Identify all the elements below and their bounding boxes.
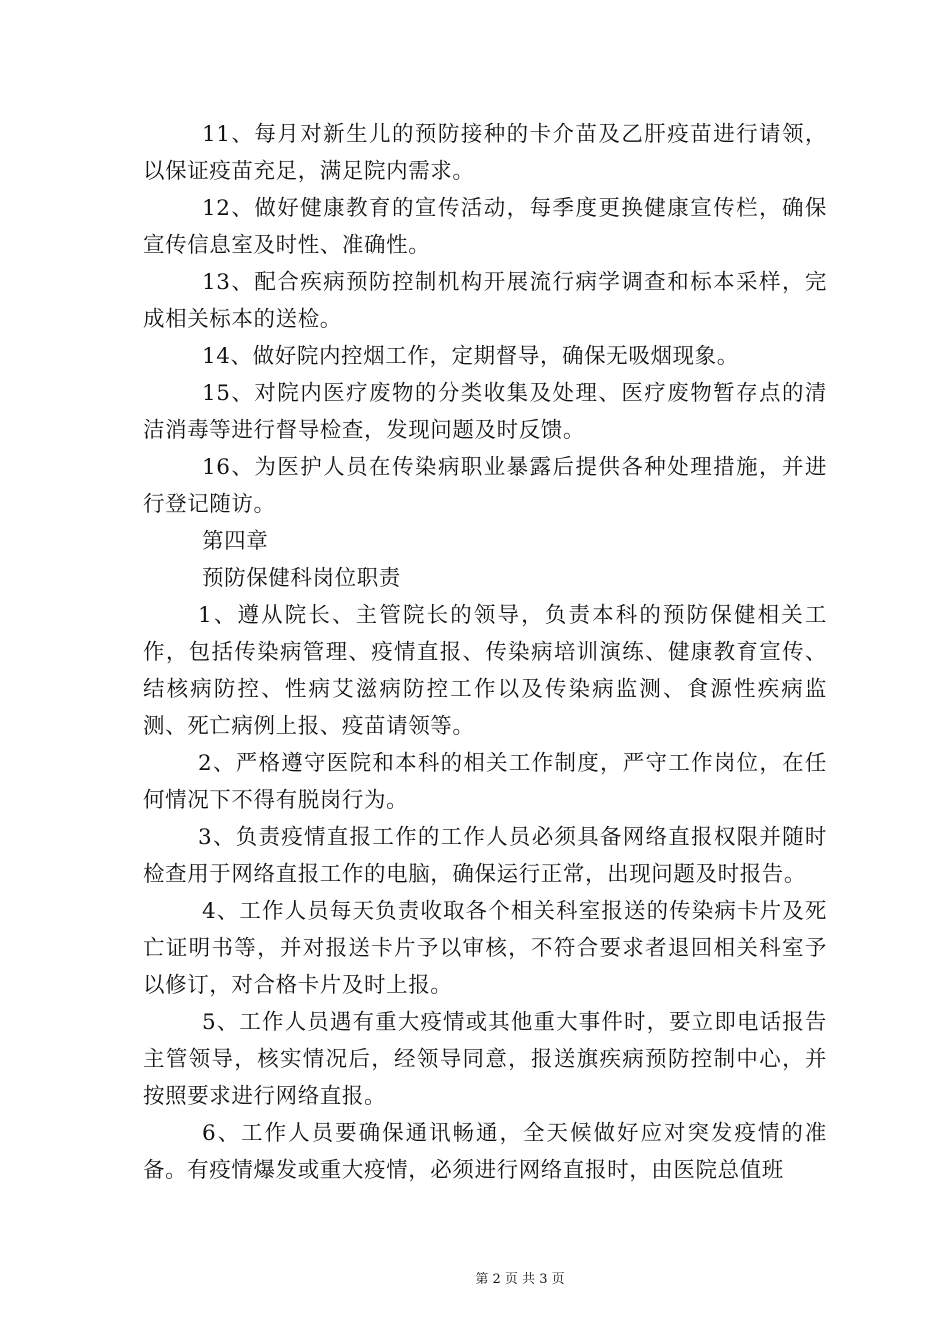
page-footer (0, 1271, 950, 1289)
paragraph-item-16: 16、为医护人员在传染病职业暴露后提供各种处理措施，并进行登记随访。 (143, 455, 827, 517)
duty-item-4: 4、工作人员每天负责收取各个相关科室报送的传染病卡片及死亡证明书等，并对报送卡片予以审核，不符合要求者退回相关科室予以修订，对合格卡片及时上报。 (143, 899, 827, 998)
paragraph-item-12: 12、做好健康教育的宣传活动，每季度更换健康宣传栏，确保宣传信息室及时性、准确性。 (143, 196, 827, 258)
document-body (143, 116, 827, 1189)
page-number-label: 第 2 页 共 3 页 (475, 1272, 565, 1287)
section-title: 预防保健科岗位职责 (202, 566, 401, 591)
paragraph-item-13: 13、配合疾病预防控制机构开展流行病学调查和标本采样，完成相关标本的送检。 (143, 270, 827, 332)
duty-item-1: 1、遵从院长、主管院长的领导，负责本科的预防保健相关工作，包括传染病管理、疫情直报、传染病培训演练、健康教育宣传、结核病防控、性病艾滋病防控工作以及传染病监测、食源性疾病监测、死亡病例上报、疫苗请领等。 (143, 603, 827, 739)
duty-item-3: 3、负责疫情直报工作的工作人员必须具备网络直报权限并随时检查用于网络直报工作的电脑，确保运行正常，出现问题及时报告。 (143, 825, 827, 887)
duty-item-2: 2、严格遵守医院和本科的相关工作制度，严守工作岗位，在任何情况下不得有脱岗行为。 (143, 751, 827, 813)
chapter-heading: 第四章 (202, 529, 269, 554)
duty-item-5: 5、工作人员遇有重大疫情或其他重大事件时，要立即电话报告主管领导，核实情况后，经领导同意，报送旗疾病预防控制中心，并按照要求进行网络直报。 (143, 1010, 827, 1109)
paragraph-item-15: 15、对院内医疗废物的分类收集及处理、医疗废物暂存点的清洁消毒等进行督导检查，发现问题及时反馈。 (143, 381, 827, 443)
paragraph-item-14: 14、做好院内控烟工作，定期督导，确保无吸烟现象。 (202, 344, 739, 369)
duty-item-6: 6、工作人员要确保通讯畅通，全天候做好应对突发疫情的准备。有疫情爆发或重大疫情，必须进行网络直报时，由医院总值班 (143, 1121, 827, 1183)
paragraph-item-11: 11、每月对新生儿的预防接种的卡介苗及乙肝疫苗进行请领，以保证疫苗充足，满足院内需求。 (143, 122, 827, 184)
